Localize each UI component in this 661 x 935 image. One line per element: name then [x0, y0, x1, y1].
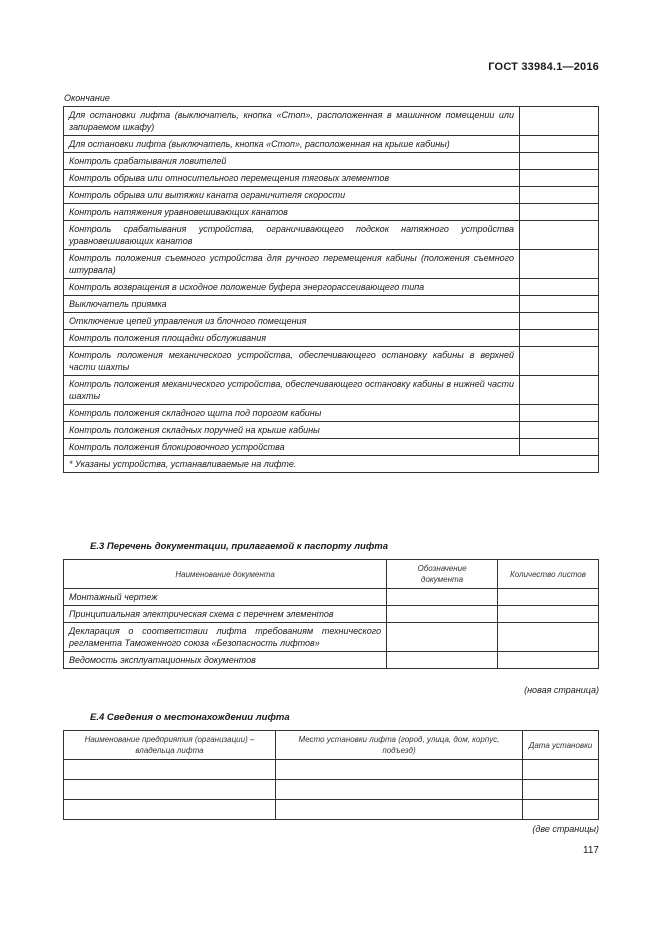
device-mark-cell[interactable] — [520, 204, 599, 221]
column-header-owner: Наименование предприятия (организации) – владельца лифта — [64, 731, 276, 760]
section-e3-title: Е.3 Перечень документации, прилагаемой к паспорту лифта — [90, 541, 388, 552]
table-row — [64, 187, 599, 204]
table-header-row — [64, 731, 599, 760]
device-mark-cell[interactable] — [520, 153, 599, 170]
table-row — [64, 652, 599, 669]
device-name-cell: Контроль положения площадки обслуживания — [64, 330, 520, 347]
table-row — [64, 170, 599, 187]
document-name-cell: Монтажный чертеж — [64, 589, 387, 606]
location-cell[interactable] — [276, 780, 523, 800]
column-header-doc-name: Наименование документа — [64, 560, 387, 589]
device-name-cell: Контроль положения механического устройства, обеспечивающего остановку кабины в нижней части шахты — [64, 376, 520, 405]
documentation-table — [63, 559, 599, 669]
table-row — [64, 296, 599, 313]
table-row — [64, 313, 599, 330]
new-page-note: (новая страница) — [524, 685, 599, 695]
table-row — [64, 780, 599, 800]
table-row — [64, 250, 599, 279]
section-e4-title: Е.4 Сведения о местонахождении лифта — [90, 712, 290, 723]
device-name-cell: Отключение цепей управления из блочного помещения — [64, 313, 520, 330]
device-name-cell: Выключатель приямка — [64, 296, 520, 313]
document-code-cell[interactable] — [387, 589, 498, 606]
column-header-location: Место установки лифта (город, улица, дом, корпус, подъезд) — [276, 731, 523, 760]
column-header-sheet-count: Количество листов — [497, 560, 598, 589]
location-table — [63, 730, 599, 820]
table-row — [64, 204, 599, 221]
safety-devices-table — [63, 106, 599, 473]
table-row — [64, 330, 599, 347]
date-cell[interactable] — [523, 760, 599, 780]
device-mark-cell[interactable] — [520, 296, 599, 313]
table-caption: Окончание — [64, 93, 110, 103]
device-name-cell: Контроль положения блокировочного устройства — [64, 439, 520, 456]
table-footnote: * Указаны устройства, устанавливаемые на лифте. — [64, 456, 599, 473]
table-row — [64, 279, 599, 296]
location-cell[interactable] — [276, 800, 523, 820]
device-mark-cell[interactable] — [520, 170, 599, 187]
device-mark-cell[interactable] — [520, 405, 599, 422]
table-row — [64, 136, 599, 153]
document-name-cell: Ведомость эксплуатационных документов — [64, 652, 387, 669]
table-row — [64, 760, 599, 780]
device-name-cell: Контроль положения складных поручней на крыше кабины — [64, 422, 520, 439]
date-cell[interactable] — [523, 780, 599, 800]
device-mark-cell[interactable] — [520, 136, 599, 153]
device-mark-cell[interactable] — [520, 422, 599, 439]
two-pages-note: (две страницы) — [532, 824, 599, 834]
table-row — [64, 422, 599, 439]
table-row — [64, 606, 599, 623]
device-mark-cell[interactable] — [520, 279, 599, 296]
document-code-cell[interactable] — [387, 652, 498, 669]
device-mark-cell[interactable] — [520, 187, 599, 204]
location-cell[interactable] — [276, 760, 523, 780]
device-mark-cell[interactable] — [520, 107, 599, 136]
device-name-cell: Контроль положения механического устройства, обеспечивающего остановку кабины в верхней части шахты — [64, 347, 520, 376]
sheet-count-cell[interactable] — [497, 606, 598, 623]
sheet-count-cell[interactable] — [497, 652, 598, 669]
sheet-count-cell[interactable] — [497, 623, 598, 652]
document-code-cell[interactable] — [387, 623, 498, 652]
owner-cell[interactable] — [64, 780, 276, 800]
table-header-row — [64, 560, 599, 589]
table-row — [64, 439, 599, 456]
device-mark-cell[interactable] — [520, 347, 599, 376]
document-code-cell[interactable] — [387, 606, 498, 623]
table-row — [64, 800, 599, 820]
device-name-cell: Контроль срабатывания ловителей — [64, 153, 520, 170]
device-name-cell: Контроль обрыва или относительного перемещения тяговых элементов — [64, 170, 520, 187]
device-mark-cell[interactable] — [520, 313, 599, 330]
device-name-cell: Контроль возвращения в исходное положение буфера энергорассеивающего типа — [64, 279, 520, 296]
column-header-install-date: Дата установки — [523, 731, 599, 760]
device-name-cell: Для остановки лифта (выключатель, кнопка «Стоп», расположенная в машинном помещении или запираемом шкафу) — [64, 107, 520, 136]
table-row — [64, 347, 599, 376]
date-cell[interactable] — [523, 800, 599, 820]
device-mark-cell[interactable] — [520, 221, 599, 250]
table-row — [64, 589, 599, 606]
document-code: ГОСТ 33984.1—2016 — [488, 61, 599, 73]
table-row — [64, 376, 599, 405]
device-mark-cell[interactable] — [520, 439, 599, 456]
owner-cell[interactable] — [64, 760, 276, 780]
table-row — [64, 153, 599, 170]
table-row — [64, 107, 599, 136]
table-row — [64, 405, 599, 422]
column-header-doc-code: Обозначение документа — [387, 560, 498, 589]
device-mark-cell[interactable] — [520, 330, 599, 347]
document-name-cell: Принципиальная электрическая схема с перечнем элементов — [64, 606, 387, 623]
page-number: 117 — [583, 845, 599, 856]
device-name-cell: Контроль положения складного щита под порогом кабины — [64, 405, 520, 422]
document-name-cell: Декларация о соответствии лифта требованиям технического регламента Таможенного союза «Безопасность лифтов» — [64, 623, 387, 652]
sheet-count-cell[interactable] — [497, 589, 598, 606]
table-footnote-row — [64, 456, 599, 473]
device-name-cell: Контроль положения съемного устройства для ручного перемещения кабины (положения съемного штурвала) — [64, 250, 520, 279]
table-row — [64, 221, 599, 250]
device-name-cell: Контроль натяжения уравновешивающих канатов — [64, 204, 520, 221]
device-name-cell: Контроль обрыва или вытяжки каната ограничителя скорости — [64, 187, 520, 204]
device-mark-cell[interactable] — [520, 250, 599, 279]
device-mark-cell[interactable] — [520, 376, 599, 405]
device-name-cell: Для остановки лифта (выключатель, кнопка «Стоп», расположенная на крыше кабины) — [64, 136, 520, 153]
table-row — [64, 623, 599, 652]
device-name-cell: Контроль срабатывания устройства, ограничивающего подскок натяжного устройства уравновешивающих канатов — [64, 221, 520, 250]
owner-cell[interactable] — [64, 800, 276, 820]
